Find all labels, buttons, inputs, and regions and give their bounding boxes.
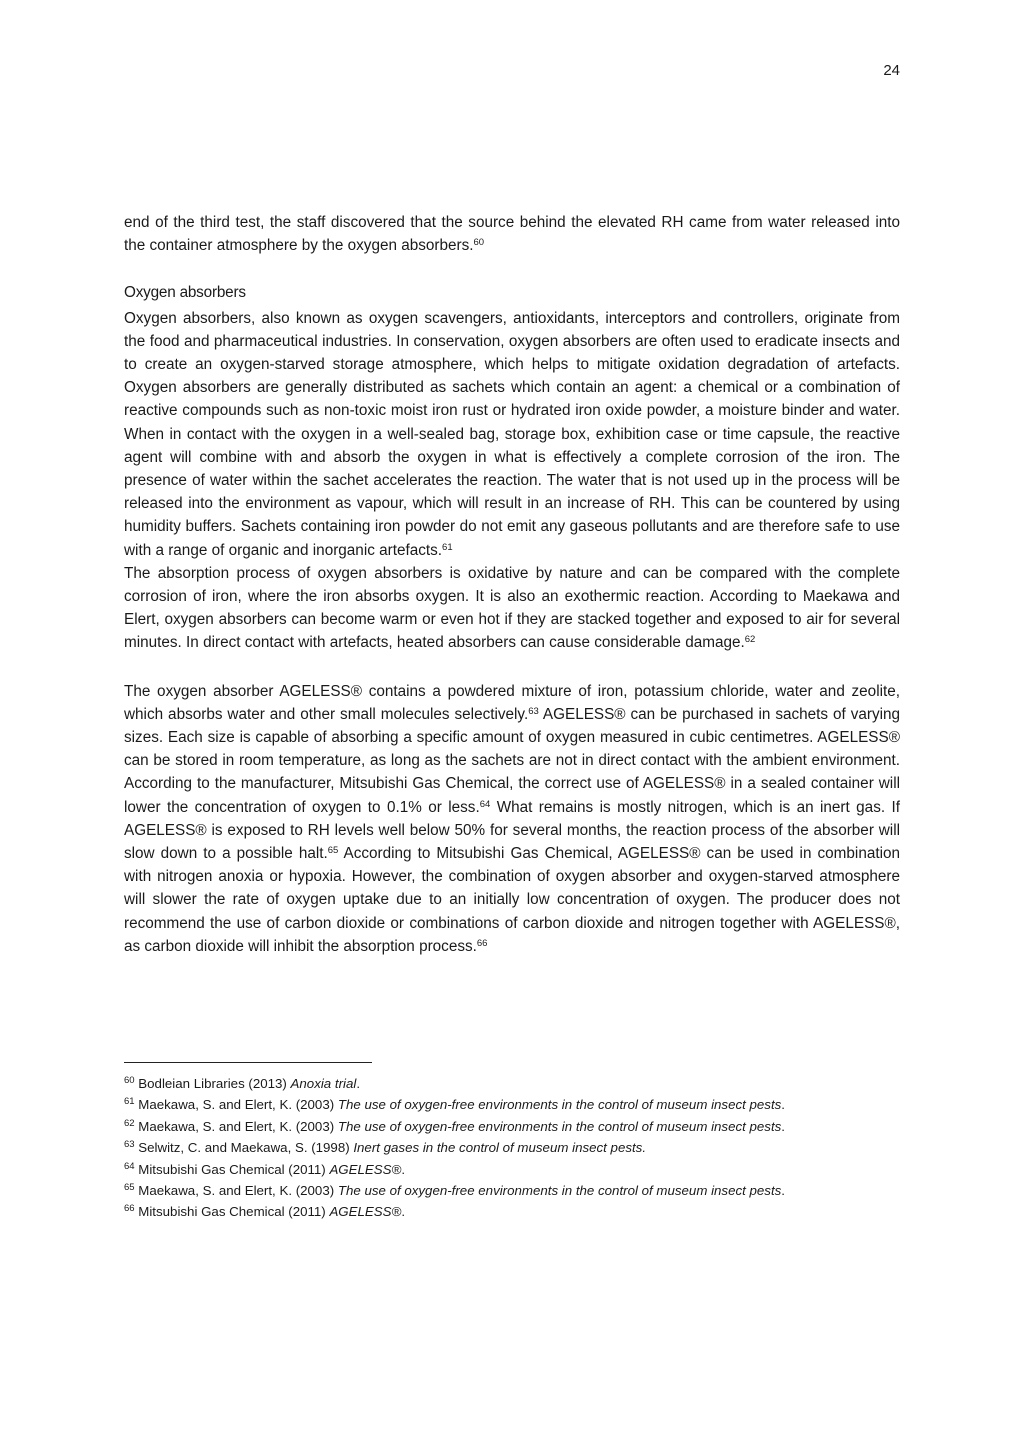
footnote-ref-62[interactable]: 62 xyxy=(744,634,756,646)
footnote-end: . xyxy=(356,1076,361,1091)
footnote-source: Maekawa, S. and Elert, K. (2003) xyxy=(138,1118,338,1134)
footnote-source: Bodleian Libraries (2013) xyxy=(138,1076,291,1091)
footnote-title: Anoxia trial xyxy=(290,1076,357,1091)
page-number: 24 xyxy=(883,62,900,79)
footnote-ref-60[interactable]: 60 xyxy=(473,237,485,249)
footnote-end: . xyxy=(781,1183,785,1199)
footnote-title: AGELESS® xyxy=(329,1204,402,1220)
footnote-number: 61 xyxy=(124,1096,135,1108)
footnote-number: 65 xyxy=(124,1182,135,1194)
footnote-title: Inert gases in the control of museum insect pests. xyxy=(353,1140,647,1156)
footnote-62 xyxy=(124,1116,900,1137)
paragraph-3-text-3: What remains is mostly nitrogen, which is an inert gas. If AGELESS® is exposed to RH levels well below 50% for several months, the reaction process of the absorber will slow down to a possible halt. xyxy=(124,798,900,863)
intro-paragraph xyxy=(124,211,900,257)
footnote-60 xyxy=(124,1073,900,1094)
footnote-number: 60 xyxy=(124,1075,135,1086)
footnote-ref-66[interactable]: 66 xyxy=(476,937,488,949)
footnote-end: . xyxy=(781,1097,785,1113)
footnote-end: . xyxy=(401,1161,406,1177)
footnote-ref-64[interactable]: 64 xyxy=(479,798,491,810)
paragraph-2-text: The absorption process of oxygen absorbers is oxidative by nature and can be compared with the complete corrosion of iron, where the iron absorbs oxygen. It is also an exothermic reaction. According to Maekawa and Elert, oxygen absorbers can become warm or even hot if they are stacked together and exposed to air for several minutes. In direct contact with artefacts, heated absorbers can cause considerable damage. xyxy=(124,564,900,652)
footnote-number: 64 xyxy=(124,1160,135,1172)
footnote-source: Selwitz, C. and Maekawa, S. (1998) xyxy=(138,1140,354,1156)
paragraph-1 xyxy=(124,307,900,562)
paragraph-2 xyxy=(124,562,900,655)
footnote-ref-61[interactable]: 61 xyxy=(442,541,453,553)
paragraph-3-text-4: According to Mitsubishi Gas Chemical, AGELESS® can be used in combination with nitrogen anoxia or hypoxia. However, the combination of oxygen absorber and oxygen-starved atmosphere will slower the rate of oxygen uptake due to an initially low concentration of oxygen. The producer does not recommend the use of carbon dioxide or combinations of carbon dioxide and nitrogen together with AGELESS®, as carbon dioxide will inhibit the absorption process. xyxy=(124,845,900,955)
footnote-end: . xyxy=(401,1204,406,1220)
footnote-number: 63 xyxy=(124,1139,135,1151)
footnote-source: Mitsubishi Gas Chemical (2011) xyxy=(138,1204,330,1220)
intro-text: end of the third test, the staff discovered that the source behind the elevated RH came from water released into the container atmosphere by the oxygen absorbers. xyxy=(124,214,900,255)
footnote-64 xyxy=(124,1159,900,1180)
paragraph-3-text-2: AGELESS® can be purchased in sachets of varying sizes. Each size is capable of absorbing a specific amount of oxygen measured in cubic centimetres. AGELESS® can be stored in room temperature, as long as the sachets are not in direct contact with the ambient environment. According to the manufacturer, Mitsubishi Gas Chemical, the correct use of AGELESS® in a sealed container will lower the concentration of oxygen to 0.1% or less. xyxy=(124,705,901,816)
footnote-title: The use of oxygen-free environments in the control of museum insect pests xyxy=(337,1183,782,1199)
section-heading: Oxygen absorbers xyxy=(124,284,246,302)
footnote-61 xyxy=(124,1094,900,1115)
footnote-title: The use of oxygen-free environments in the control of museum insect pests xyxy=(337,1097,782,1113)
footnotes-list xyxy=(124,1073,900,1223)
footnote-number: 62 xyxy=(124,1117,135,1129)
footnote-63 xyxy=(124,1137,900,1158)
paragraph-3 xyxy=(124,680,900,958)
footnote-source: Maekawa, S. and Elert, K. (2003) xyxy=(138,1097,338,1113)
footnote-separator xyxy=(124,1062,372,1063)
body-text xyxy=(124,211,900,958)
paragraph-1-text: Oxygen absorbers, also known as oxygen scavengers, antioxidants, interceptors and controllers, originate from the food and pharmaceutical industries. In conservation, oxygen absorbers are often used to eradicate insects and to create an oxygen-starved storage atmosphere, which helps to mitigate oxidation degradation of artefacts. Oxygen absorbers are generally distributed as sachets which contain an agent: a chemical or a combination of reactive compounds such as non-toxic moist iron rust or hydrated iron oxide powder, a moisture binder and water. When in contact with the oxygen in a well-sealed bag, storage box, exhibition case or time capsule, the reactive agent will combine with and absorb the oxygen in what is effectively a complete corrosion of the iron. The presence of water within the sachet accelerates the reaction. The water that is not used up in the process will be released into the environment as vapour, which will result in an increase of RH. This can be countered by using humidity buffers. Sachets containing iron powder do not emit any gaseous pollutants and are therefore safe to use with a range of organic and inorganic artefacts. xyxy=(124,309,900,559)
footnote-65 xyxy=(124,1180,900,1201)
footnote-title: AGELESS® xyxy=(329,1161,402,1177)
footnote-ref-63[interactable]: 63 xyxy=(528,705,539,717)
footnote-title: The use of oxygen-free environments in the control of museum insect pests xyxy=(337,1118,782,1134)
footnote-source: Maekawa, S. and Elert, K. (2003) xyxy=(138,1183,338,1199)
paragraph-3-text-1: The oxygen absorber AGELESS® contains a powdered mixture of iron, potassium chloride, water and zeolite, which absorbs water and other small molecules selectively. xyxy=(124,682,900,723)
footnote-end: . xyxy=(781,1118,785,1134)
footnote-source: Mitsubishi Gas Chemical (2011) xyxy=(138,1161,330,1177)
footnote-ref-65[interactable]: 65 xyxy=(327,845,339,857)
footnote-66 xyxy=(124,1201,900,1222)
footnote-number: 66 xyxy=(124,1203,135,1215)
